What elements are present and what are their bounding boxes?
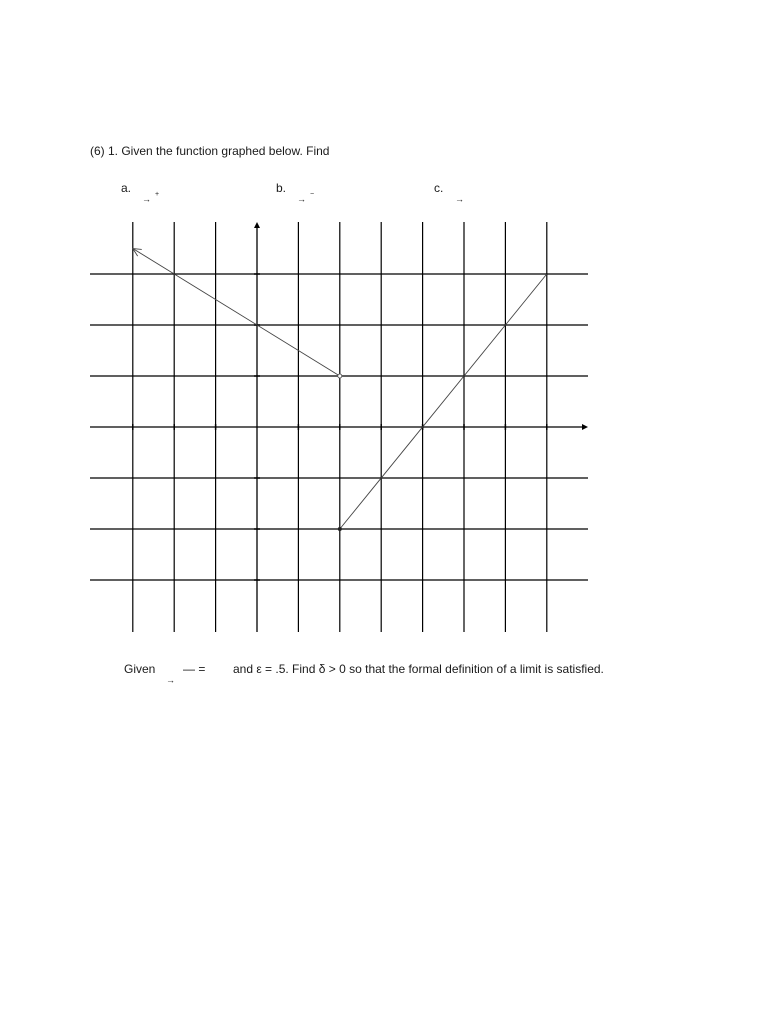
- part-a-label: a.: [121, 181, 132, 195]
- part-c-label: c.: [434, 181, 444, 195]
- part-b-superscript: −: [310, 191, 315, 198]
- part-b-arrow: →: [297, 194, 306, 204]
- x-axis-arrow: [582, 424, 588, 430]
- part-b-label: b.: [276, 181, 287, 195]
- given-label: Given: [124, 662, 156, 676]
- closed-endpoint: [338, 527, 342, 531]
- question-title: (6) 1. Given the function graphed below. Find: [90, 144, 330, 158]
- given-statement: and ε = .5. Find δ > 0 so that the formal definition of a limit is satisfied.: [233, 662, 604, 676]
- y-axis-arrow: [254, 222, 260, 228]
- axes: [90, 222, 588, 632]
- part-a-arrow: →: [142, 194, 151, 204]
- open-endpoint: [338, 374, 342, 378]
- part-c-arrow: →: [455, 194, 464, 204]
- function-segment-1: [133, 249, 340, 377]
- part-a-superscript: +: [155, 191, 160, 198]
- given-equals: — =: [183, 662, 206, 676]
- function-segment-2: [340, 274, 547, 529]
- given-arrow: →: [166, 675, 175, 685]
